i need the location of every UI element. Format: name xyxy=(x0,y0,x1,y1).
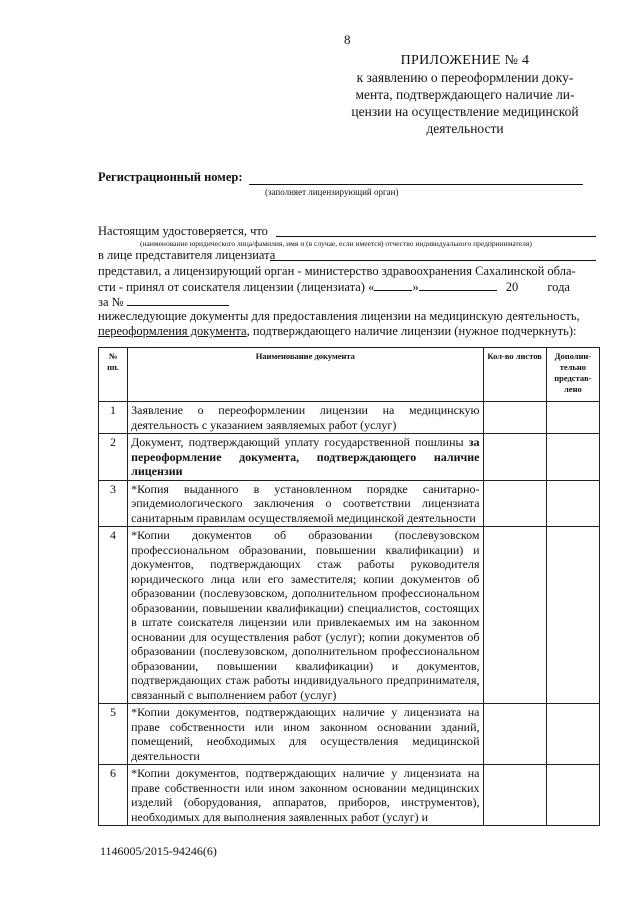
table-row xyxy=(99,527,600,704)
row-number: 2 xyxy=(99,434,128,481)
row-document-text: Документ, подтверждающий уплату государственной пошлины xyxy=(131,435,464,449)
submission-line: представил, а лицензирующий орган - министерство здравоохранения Сахалинской обла- xyxy=(98,264,576,278)
row-provided-cell[interactable] xyxy=(546,704,599,765)
table-row xyxy=(99,765,600,826)
row-document-bold: за переоформление документа, подтверждающего наличие лицензии xyxy=(131,435,480,478)
row-document xyxy=(128,434,483,481)
representative-label: в лице представителя лицензиата xyxy=(98,248,276,262)
row-number: 5 xyxy=(99,704,128,765)
row-number: 3 xyxy=(99,480,128,527)
appendix-block xyxy=(350,52,580,137)
row-count-cell[interactable] xyxy=(483,480,546,527)
page-number: 8 xyxy=(344,32,351,47)
number-line xyxy=(98,294,598,310)
quote-close: » xyxy=(412,280,419,294)
header-num: № пп. xyxy=(99,348,128,402)
reissue-line xyxy=(98,324,598,339)
appendix-line: цензии на осуществление медицинской xyxy=(351,104,579,119)
year-word: года xyxy=(547,280,570,294)
table-row xyxy=(99,704,600,765)
licensee-name-hint: (наименование юридического лица/фамилия, имя и (в случае, если имеется) отчество индивидуального предпринимателя) xyxy=(140,239,532,248)
number-field[interactable] xyxy=(127,294,229,306)
reissue-underlined: переоформления документа xyxy=(98,324,247,338)
year-prefix: 20 xyxy=(505,280,519,294)
appendix-line: мента, подтверждающего наличие ли- xyxy=(355,87,575,102)
row-count-cell[interactable] xyxy=(483,402,546,434)
row-provided-cell[interactable] xyxy=(546,402,599,434)
registration-label: Регистрационный номер: xyxy=(98,170,243,184)
table-row xyxy=(99,402,600,434)
appendix-line: к заявлению о переоформлении доку- xyxy=(356,70,574,85)
registration-hint: (заполняет лицензирующий орган) xyxy=(265,187,399,197)
appendix-line: деятельности xyxy=(426,121,504,136)
month-field[interactable] xyxy=(419,279,497,291)
row-count-cell[interactable] xyxy=(483,434,546,481)
table-row xyxy=(99,434,600,481)
certify-text: Настоящим удостоверяется, что xyxy=(98,224,268,238)
header-count: Кол-во листов xyxy=(483,348,546,402)
header-provided: Дополни- тельно представ- лено xyxy=(546,348,599,402)
number-label: за № xyxy=(98,295,124,309)
row-provided-cell[interactable] xyxy=(546,480,599,527)
row-provided-cell[interactable] xyxy=(546,434,599,481)
row-number: 1 xyxy=(99,402,128,434)
row-provided-cell[interactable] xyxy=(546,527,599,704)
day-field[interactable] xyxy=(374,279,412,291)
row-number: 6 xyxy=(99,765,128,826)
row-provided-cell[interactable] xyxy=(546,765,599,826)
row-count-cell[interactable] xyxy=(483,765,546,826)
date-line xyxy=(98,279,598,295)
header-name: Наименование документа xyxy=(128,348,483,402)
row-document: *Копии документов, подтверждающих наличие у лицензиата на праве собственности или ином законном основании зданий, помещений, необходимых для осуществления медицинской деятельности xyxy=(128,704,483,765)
reissue-rest: , подтверждающего наличие лицензии (нужное подчеркнуть): xyxy=(246,324,577,338)
table-row xyxy=(99,480,600,527)
documents-table xyxy=(98,347,600,826)
row-count-cell[interactable] xyxy=(483,704,546,765)
licensee-name-field[interactable] xyxy=(276,236,596,237)
row-number: 4 xyxy=(99,527,128,704)
row-document: *Копия выданного в установленном порядке санитарно-эпидемиологического заключения о соответствии лицензиата санитарным правилам осуществляемой медицинской деятельности xyxy=(128,480,483,527)
row-document: *Копии документов, подтверждающих наличие у лицензиата на праве собственности или ином законном основании медицинских изделий (оборудования, аппаратов, приборов, инструментов), необходимых для выполнения заявленных работ (услуг) и xyxy=(128,765,483,826)
row-document: *Копии документов об образовании (послевузовском профессиональном образовании, повышении квалификации) и документов, подтверждающих стаж работы руководителя юридического лица или его заместителя; копии документов об образовании (послевузовском, дополнительном профессиональном образовании, повышении квалификации) специалистов, состоящих в штате соискателя лицензии или привлекаемых им на законном основании для осуществления работ (услуг); копии документов об образовании (послевузовском, дополнительном профессиональном образовании, повышении квалификации) и документов, подтверждающих стаж работы индивидуального предпринимателя, связанный с выполнением работ (услуг) xyxy=(128,527,483,704)
documents-line: нижеследующие документы для предоставления лицензии на медицинскую деятельность, xyxy=(98,309,580,323)
representative-field[interactable] xyxy=(270,260,596,261)
date-line-text: сти - принял от соискателя лицензии (лицензиата) « xyxy=(98,280,375,294)
row-count-cell[interactable] xyxy=(483,527,546,704)
appendix-title: ПРИЛОЖЕНИЕ № 4 xyxy=(400,53,530,68)
table-header-row xyxy=(99,348,600,402)
registration-number-field[interactable] xyxy=(249,184,583,185)
row-document: Заявление о переоформлении лицензии на медицинскую деятельность с указанием заявляемых работ (услуг) xyxy=(128,402,483,434)
document-code: 1146005/2015-94246(6) xyxy=(100,844,217,858)
